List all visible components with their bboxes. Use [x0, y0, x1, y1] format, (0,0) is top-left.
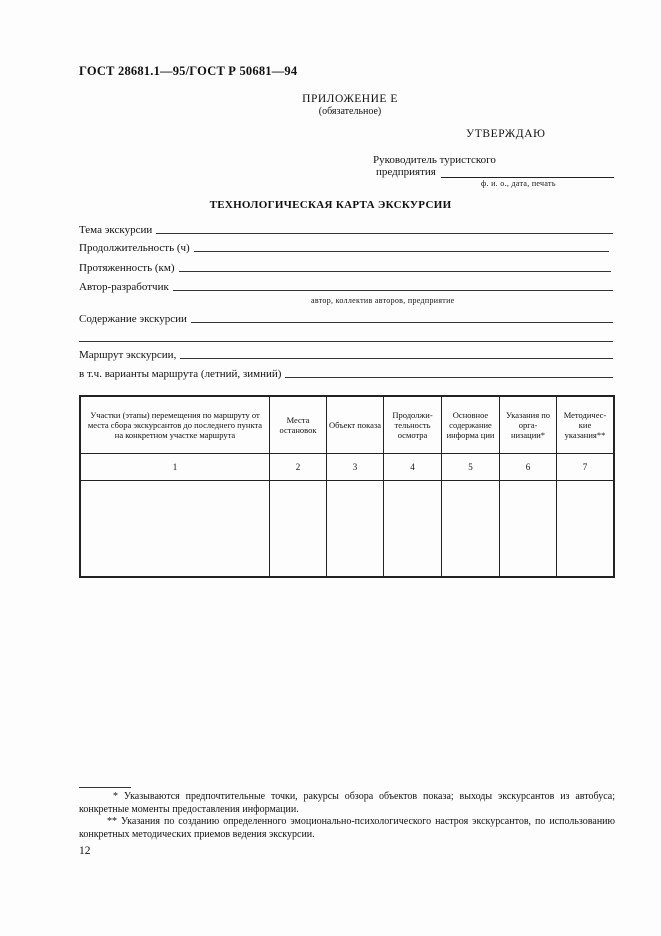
field-theme-label: Тема экскурсии [79, 224, 153, 236]
document-title: ТЕХНОЛОГИЧЕСКАЯ КАРТА ЭКСКУРСИИ [209, 199, 452, 211]
field-duration-label: Продолжительность (ч) [79, 242, 190, 254]
table-header-cell: Места остановок [270, 397, 327, 454]
table-cell [384, 481, 442, 577]
head-line-1: Руководитель туристского [373, 154, 496, 166]
field-length-label: Протяженность (км) [79, 262, 175, 274]
field-variants-label: в т.ч. варианты маршрута (летний, зимний) [79, 368, 282, 380]
table-cell [442, 481, 500, 577]
table-header-cell: Объект показа [327, 397, 384, 454]
head-line-2: предприятия [376, 166, 436, 178]
footnote-2: ** Указания по созданию определенного эмоционально-психологического настроя экскурсантов, по использованию конкретных методических приемов ведения экскурсии. [79, 816, 615, 840]
field-theme-line [156, 233, 613, 234]
field-author [79, 281, 613, 293]
table-cell [327, 481, 384, 577]
table-cell [500, 481, 557, 577]
field-length-line [179, 271, 612, 272]
footnote-rule [79, 787, 131, 788]
appendix-note: (обязательное) [318, 106, 382, 117]
field-variants-line [285, 377, 613, 378]
field-variants [79, 368, 613, 380]
table-header-cell: Указания по орга-низации* [500, 397, 557, 454]
column-number: 4 [384, 454, 442, 481]
page-number: 12 [79, 845, 91, 857]
field-content [79, 313, 613, 325]
field-route-line [180, 358, 613, 359]
standard-number: ГОСТ 28681.1—95/ГОСТ Р 50681—94 [79, 64, 298, 78]
field-duration [79, 242, 609, 254]
column-number: 5 [442, 454, 500, 481]
field-author-line [173, 290, 613, 291]
signature-line [441, 177, 614, 178]
field-route [79, 349, 613, 361]
column-number: 2 [270, 454, 327, 481]
field-route-label: Маршрут экскурсии, [79, 349, 177, 361]
table-cell [270, 481, 327, 577]
table-header-cell: Методичес-кие указания** [557, 397, 614, 454]
footnote-1: * Указываются предпочтительные точки, ракурсы обзора объектов показа; выходы экскурсантов из автобуса; конкретные моменты предоставления информации. [79, 791, 615, 815]
field-theme [79, 224, 613, 236]
field-duration-line [194, 251, 609, 252]
column-number: 3 [327, 454, 384, 481]
field-content-label: Содержание экскурсии [79, 313, 187, 325]
table-number-row [81, 454, 614, 481]
table-header-cell: Участки (этапы) перемещения по маршруту от места сбора экскурсантов до последнего пункта на конкретном участке маршрута [81, 397, 270, 454]
table-header-row [81, 397, 614, 454]
field-length [79, 262, 611, 274]
table-header-cell: Основное содержание информа ции [442, 397, 500, 454]
excursion-table [79, 395, 615, 578]
column-number: 1 [81, 454, 270, 481]
field-content-line [191, 322, 613, 323]
table-header-cell: Продолжи-тельность осмотра [384, 397, 442, 454]
approve-label: УТВЕРЖДАЮ [466, 128, 546, 140]
field-author-label: Автор-разработчик [79, 281, 169, 293]
appendix-title: ПРИЛОЖЕНИЕ Е [302, 93, 398, 105]
column-number: 7 [557, 454, 614, 481]
column-number: 6 [500, 454, 557, 481]
table-cell [81, 481, 270, 577]
content-extra-line [79, 341, 613, 342]
author-caption: автор, коллектив авторов, предприятие [311, 296, 455, 305]
table-cell [557, 481, 614, 577]
table-empty-row [81, 481, 614, 577]
signature-caption: ф. и. о., дата, печать [481, 179, 556, 188]
